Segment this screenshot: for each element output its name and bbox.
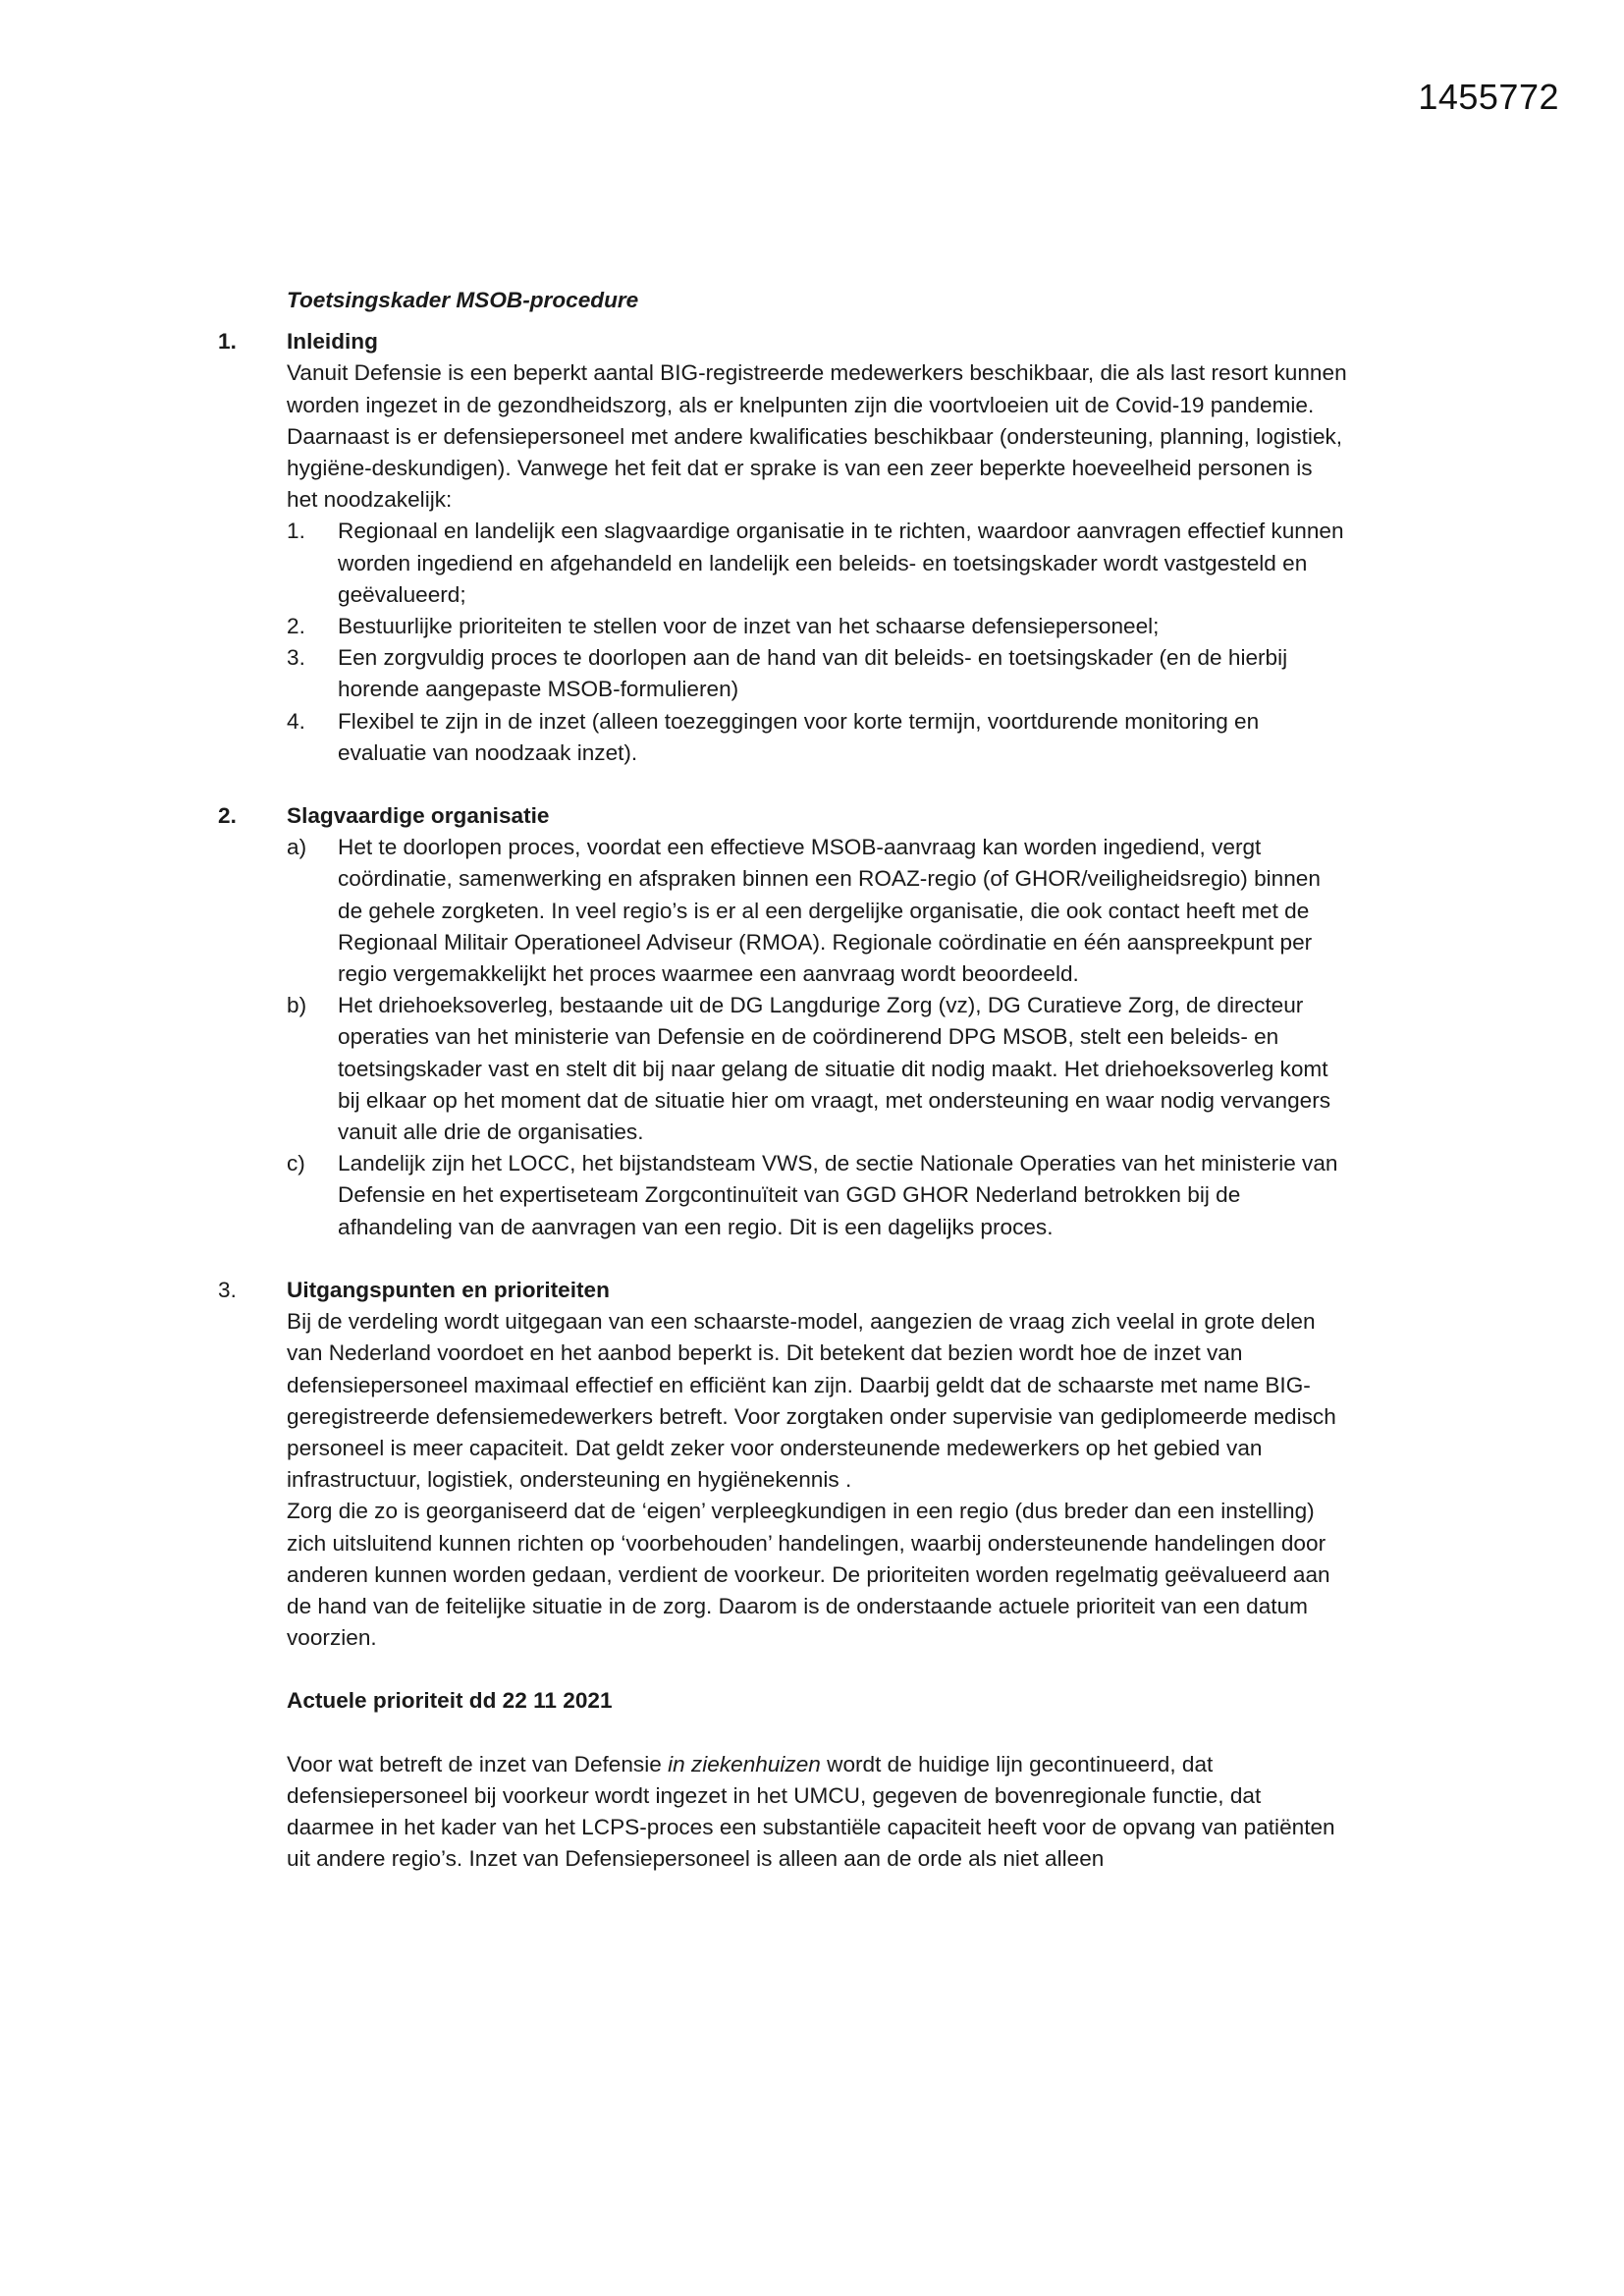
list-item — [287, 990, 1347, 1148]
list-item — [287, 1148, 1347, 1243]
section-1-heading — [218, 326, 1347, 357]
section-1-body — [287, 357, 1347, 769]
document-title: Toetsingskader MSOB-procedure — [287, 288, 639, 312]
spacer — [218, 316, 1347, 326]
list-item — [287, 516, 1347, 611]
list-marker: 1. — [287, 519, 305, 544]
paragraph: Zorg die zo is georganiseerd dat de ‘eigen’ verpleegkundigen in een regio (dus breder dan een instelling) zich uitsluitend kunnen richten op ‘voorbehouden’ handelingen, waarbij ondersteunende handelingen door anderen kunnen worden gedaan, verdient de voorkeur. De prioriteiten worden regelmatig geëvalueerd aan de hand van de feitelijke situatie in de zorg. Daarom is de onderstaande actuele prioriteit van een datum voorzien. — [287, 1499, 1330, 1651]
section-title: Slagvaardige organisatie — [287, 803, 550, 829]
text-run: Voor wat betreft de inzet van Defensie — [287, 1751, 669, 1777]
list-text: Flexibel te zijn in de inzet (alleen toezeggingen voor korte termijn, voortdurende monitoring en evaluatie van noodzaak inzet). — [338, 708, 1260, 765]
spacer — [218, 1718, 1347, 1749]
list-item — [287, 706, 1347, 769]
list-text: Het te doorlopen proces, voordat een effectieve MSOB-aanvraag kan worden ingediend, vergt coördinatie, samenwerking en afspraken binnen een ROAZ-regio (of GHOR/veiligheidsregio) binnen de gehele zorgketen. In veel regio’s is er al een dergelijke organisatie, die ook contact heeft met de Regionaal Militair Operationeel Adviseur (RMOA). Regionale coördinatie en één aanspreekpunt per regio vergemakkelijkt het proces waarmee een aanvraag wordt beoordeeld. — [338, 835, 1321, 987]
section-2-body — [287, 832, 1347, 1243]
section-number: 2. — [218, 803, 237, 829]
section-2-heading — [218, 800, 1347, 832]
list-text: Regionaal en landelijk een slagvaardige organisatie in te richten, waardoor aanvragen effectief kunnen worden ingediend en afgehandeld en landelijk een beleids- en toetsingskader wordt vastgesteld en geëvalueerd; — [338, 519, 1344, 607]
list-marker: a) — [287, 835, 307, 860]
list-item — [287, 611, 1347, 642]
section-title: Uitgangspunten en prioriteiten — [287, 1277, 610, 1302]
section-3-heading — [218, 1275, 1347, 1306]
spacer — [218, 1654, 1347, 1685]
spacer — [218, 769, 1347, 800]
emphasis: in ziekenhuizen — [668, 1751, 821, 1777]
list-marker: 2. — [287, 614, 305, 639]
section-3-body — [287, 1306, 1347, 1654]
list-text: Landelijk zijn het LOCC, het bijstandsteam VWS, de sectie Nationale Operaties van het ministerie van Defensie en het expertiseteam Zorgcontinuïteit van GGD GHOR Nederland betrokken bij de afhandeling van de aanvragen van een regio. Dit is een dagelijks proces. — [338, 1151, 1338, 1239]
section-title: Inleiding — [287, 329, 378, 355]
priority-subheading: Actuele prioriteit dd 22 11 2021 — [287, 1688, 613, 1714]
list-text: Het driehoeksoverleg, bestaande uit de DG Langdurige Zorg (vz), DG Curatieve Zorg, de directeur operaties van het ministerie van Defensie en de coördinerend DPG MSOB, stelt een beleids- en toetsingskader vast en stelt dit bij naar gelang de situatie dit nodig maakt. Het driehoeksoverleg komt bij elkaar op het moment dat de situatie hier om vraagt, met ondersteuning en waar nodig vervangers vanuit alle drie de organisaties. — [338, 993, 1331, 1145]
list-marker: c) — [287, 1151, 305, 1176]
document-number: 1455772 — [1418, 77, 1559, 117]
paragraph: Bij de verdeling wordt uitgegaan van een schaarste-model, aangezien de vraag zich veelal in grote delen van Nederland voordoet en het aanbod beperkt is. Dit betekent dat bezien wordt hoe de inzet van defensiepersoneel maximaal effectief en efficiënt kan zijn. Daarbij geldt dat de schaarste met name BIG-geregistreerde defensiemedewerkers betreft. Voor zorgtaken onder supervisie van gediplomeerde medisch personeel is meer capaciteit. Dat geldt zeker voor ondersteunende medewerkers op het gebied van infrastructuur, logistiek, ondersteuning en hygiënekennis . — [287, 1309, 1336, 1493]
priority-paragraph — [287, 1749, 1347, 1876]
list-marker: 3. — [287, 645, 305, 671]
list-text: Bestuurlijke prioriteiten te stellen voor de inzet van het schaarse defensiepersoneel; — [338, 614, 1160, 639]
list-marker: 4. — [287, 708, 305, 734]
list-item — [287, 642, 1347, 705]
section-number: 1. — [218, 329, 237, 355]
text-run: wordt de huidige lijn gecontinueerd, dat defensiepersoneel bij voorkeur wordt ingezet in het UMCU, gegeven de bovenregionale functie, dat daarmee in het kader van het LCPS-proces een substantiële capaciteit heeft voor de opvang van patiënten uit andere regio’s. Inzet van Defensiepersoneel is alleen aan de orde als niet alleen — [287, 1751, 1335, 1872]
spacer — [218, 1243, 1347, 1275]
document-body — [218, 285, 1347, 1875]
list-item — [287, 832, 1347, 990]
section-intro: Vanuit Defensie is een beperkt aantal BIG-registreerde medewerkers beschikbaar, die als last resort kunnen worden ingezet in de gezondheidszorg, als er knelpunten zijn die voortvloeien uit de Covid-19 pandemie. Daarnaast is er defensiepersoneel met andere kwalificaties beschikbaar (ondersteuning, planning, logistiek, hygiëne-deskundigen). Vanwege het feit dat er sprake is van een zeer beperkte hoeveelheid personen is het noodzakelijk: — [287, 360, 1347, 513]
list-text: Een zorgvuldig proces te doorlopen aan de hand van dit beleids- en toetsingskader (en de hierbij horende aangepaste MSOB-formulieren) — [338, 645, 1288, 702]
list-marker: b) — [287, 993, 307, 1018]
section-number: 3. — [218, 1277, 237, 1302]
